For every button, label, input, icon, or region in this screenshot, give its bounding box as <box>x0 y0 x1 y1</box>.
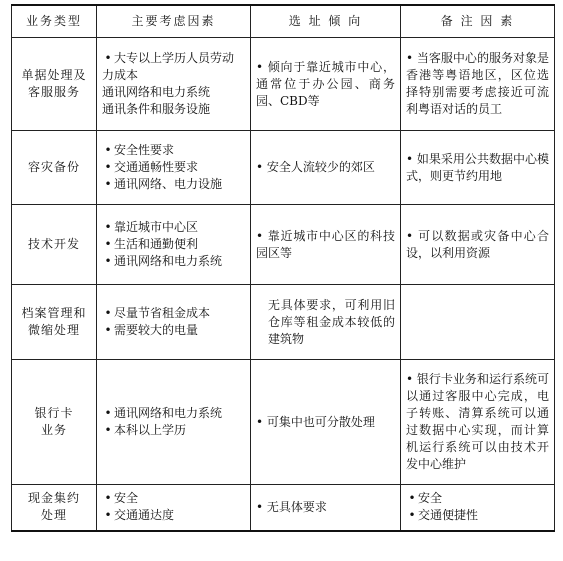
table-row <box>12 38 555 131</box>
location-text: 无具体要求，可利用旧仓库等租金成本较低的建筑物 <box>268 297 395 346</box>
location-text: • 倾向于靠近城市中心，通常位于办公园、商务园、CBD等 <box>256 59 395 108</box>
bullet-icon: • <box>256 414 267 429</box>
bullet-icon: • <box>104 508 112 523</box>
bullet-icon: • <box>104 220 112 234</box>
location-text: • 可集中也可分散处理 <box>256 414 375 429</box>
business-type-line: 处理 <box>40 508 67 523</box>
bullet-icon: • <box>256 499 267 514</box>
bullet-icon: • <box>104 406 112 420</box>
location-text: • 安全人流较少的郊区 <box>256 160 375 174</box>
factor-item: 通讯条件和服务设施 <box>102 102 211 116</box>
factor-item: • 尽量节省租金成本 <box>102 305 245 322</box>
factor-item: • 通讯网络和电力系统 <box>102 405 245 422</box>
business-type-line: 档案管理和 <box>21 306 87 320</box>
factor-item: • 大专以上学历人员劳动力成本 <box>102 51 235 82</box>
factor-item: • 安全 <box>102 490 245 507</box>
bullet-icon: • <box>104 160 112 174</box>
notes-cell <box>401 285 555 360</box>
location-cell <box>251 131 401 205</box>
header-location-tendency: 选 址 倾 向 <box>251 5 401 38</box>
note-item: • 安全 <box>406 490 549 507</box>
bullet-icon: • <box>256 228 268 243</box>
business-type-line: 业务 <box>40 423 67 437</box>
business-type-line: 微缩处理 <box>27 323 80 337</box>
factor-item: • 交通通畅性要求 <box>102 159 245 176</box>
notes-text: • 银行卡业务和运行系统可以通过客服中心完成，电子转账、清算系统可以通过数据中心实现，而计算机运行系统可以由技术开发中心维护 <box>406 372 549 471</box>
bullet-icon: • <box>104 51 112 65</box>
bullet-icon: • <box>104 177 112 191</box>
location-cell <box>251 485 401 531</box>
bullet-icon: • <box>256 160 267 174</box>
bullet-icon: • <box>408 491 416 506</box>
header-business-type: 业务类型 <box>12 5 97 38</box>
business-type-line: 技术开发 <box>27 237 80 251</box>
bullet-icon: • <box>406 372 417 386</box>
bullet-icon: • <box>256 59 268 74</box>
notes-text: • 当客服中心的服务对象是香港等粤语地区，区位选择特别需要考虑接近可流利粤语对话的员工 <box>406 51 549 116</box>
business-type-line: 客服服务 <box>27 85 80 99</box>
business-type-cell <box>12 285 97 360</box>
notes-text: • 可以数据或灾备中心合设，以利用资源 <box>406 228 549 260</box>
location-cell <box>251 360 401 485</box>
factors-cell <box>97 131 251 205</box>
location-cell <box>251 38 401 131</box>
factor-item: • 生活和通勤便利 <box>102 236 245 253</box>
business-location-table <box>11 4 555 532</box>
factor-item: • 靠近城市中心区 <box>102 219 245 236</box>
bullet-icon: • <box>406 151 417 166</box>
location-text: • 靠近城市中心区的科技园区等 <box>256 228 395 260</box>
bullet-icon: • <box>408 508 416 523</box>
business-type-line: 现金集约 <box>27 491 80 506</box>
note-item: • 交通便捷性 <box>406 507 549 524</box>
bullet-icon: • <box>104 423 112 437</box>
location-text: • 无具体要求 <box>256 499 327 514</box>
business-type-cell <box>12 205 97 285</box>
business-location-table-container <box>11 4 554 532</box>
table-row <box>12 131 555 205</box>
bullet-icon: • <box>104 323 112 337</box>
notes-cell <box>401 38 555 131</box>
table-row <box>12 360 555 485</box>
table-row <box>12 285 555 360</box>
bullet-icon: • <box>104 143 112 157</box>
location-cell <box>251 205 401 285</box>
factor-item: • 交通通达度 <box>102 507 245 524</box>
factor-item: • 安全性要求 <box>102 142 245 159</box>
bullet-icon: • <box>406 51 417 65</box>
notes-cell <box>401 205 555 285</box>
factors-cell <box>97 485 251 531</box>
notes-cell <box>401 131 555 205</box>
table-header-row <box>12 5 555 38</box>
bullet-icon: • <box>104 491 112 506</box>
business-type-line: 单据处理及 <box>21 68 87 82</box>
business-type-line: 容灾备份 <box>27 160 80 174</box>
bullet-icon: • <box>104 254 112 268</box>
notes-cell <box>401 485 555 531</box>
business-type-cell <box>12 485 97 531</box>
factors-cell <box>97 285 251 360</box>
location-cell <box>251 285 401 360</box>
business-type-cell <box>12 360 97 485</box>
factor-item: • 通讯网络和电力系统 <box>102 253 245 270</box>
table-row <box>12 485 555 531</box>
table-row <box>12 205 555 285</box>
bullet-icon: • <box>406 228 419 243</box>
business-type-cell <box>12 38 97 131</box>
factor-item: • 通讯网络、电力设施 <box>102 176 245 193</box>
business-type-cell <box>12 131 97 205</box>
factor-item: • 需要较大的电量 <box>102 322 245 339</box>
bullet-icon: • <box>104 237 112 251</box>
factors-cell <box>97 38 251 131</box>
notes-text: • 如果采用公共数据中心模式，则更节约用地 <box>406 151 549 183</box>
business-type-line: 银行卡 <box>34 406 74 420</box>
header-remarks: 备 注 因 素 <box>401 5 555 38</box>
factor-item: • 本科以上学历 <box>102 422 245 439</box>
factors-cell <box>97 360 251 485</box>
factors-cell <box>97 205 251 285</box>
bullet-icon: • <box>104 306 112 320</box>
factor-item: 通讯网络和电力系统 <box>102 85 211 99</box>
header-main-factors: 主要考虑因素 <box>97 5 251 38</box>
notes-cell <box>401 360 555 485</box>
